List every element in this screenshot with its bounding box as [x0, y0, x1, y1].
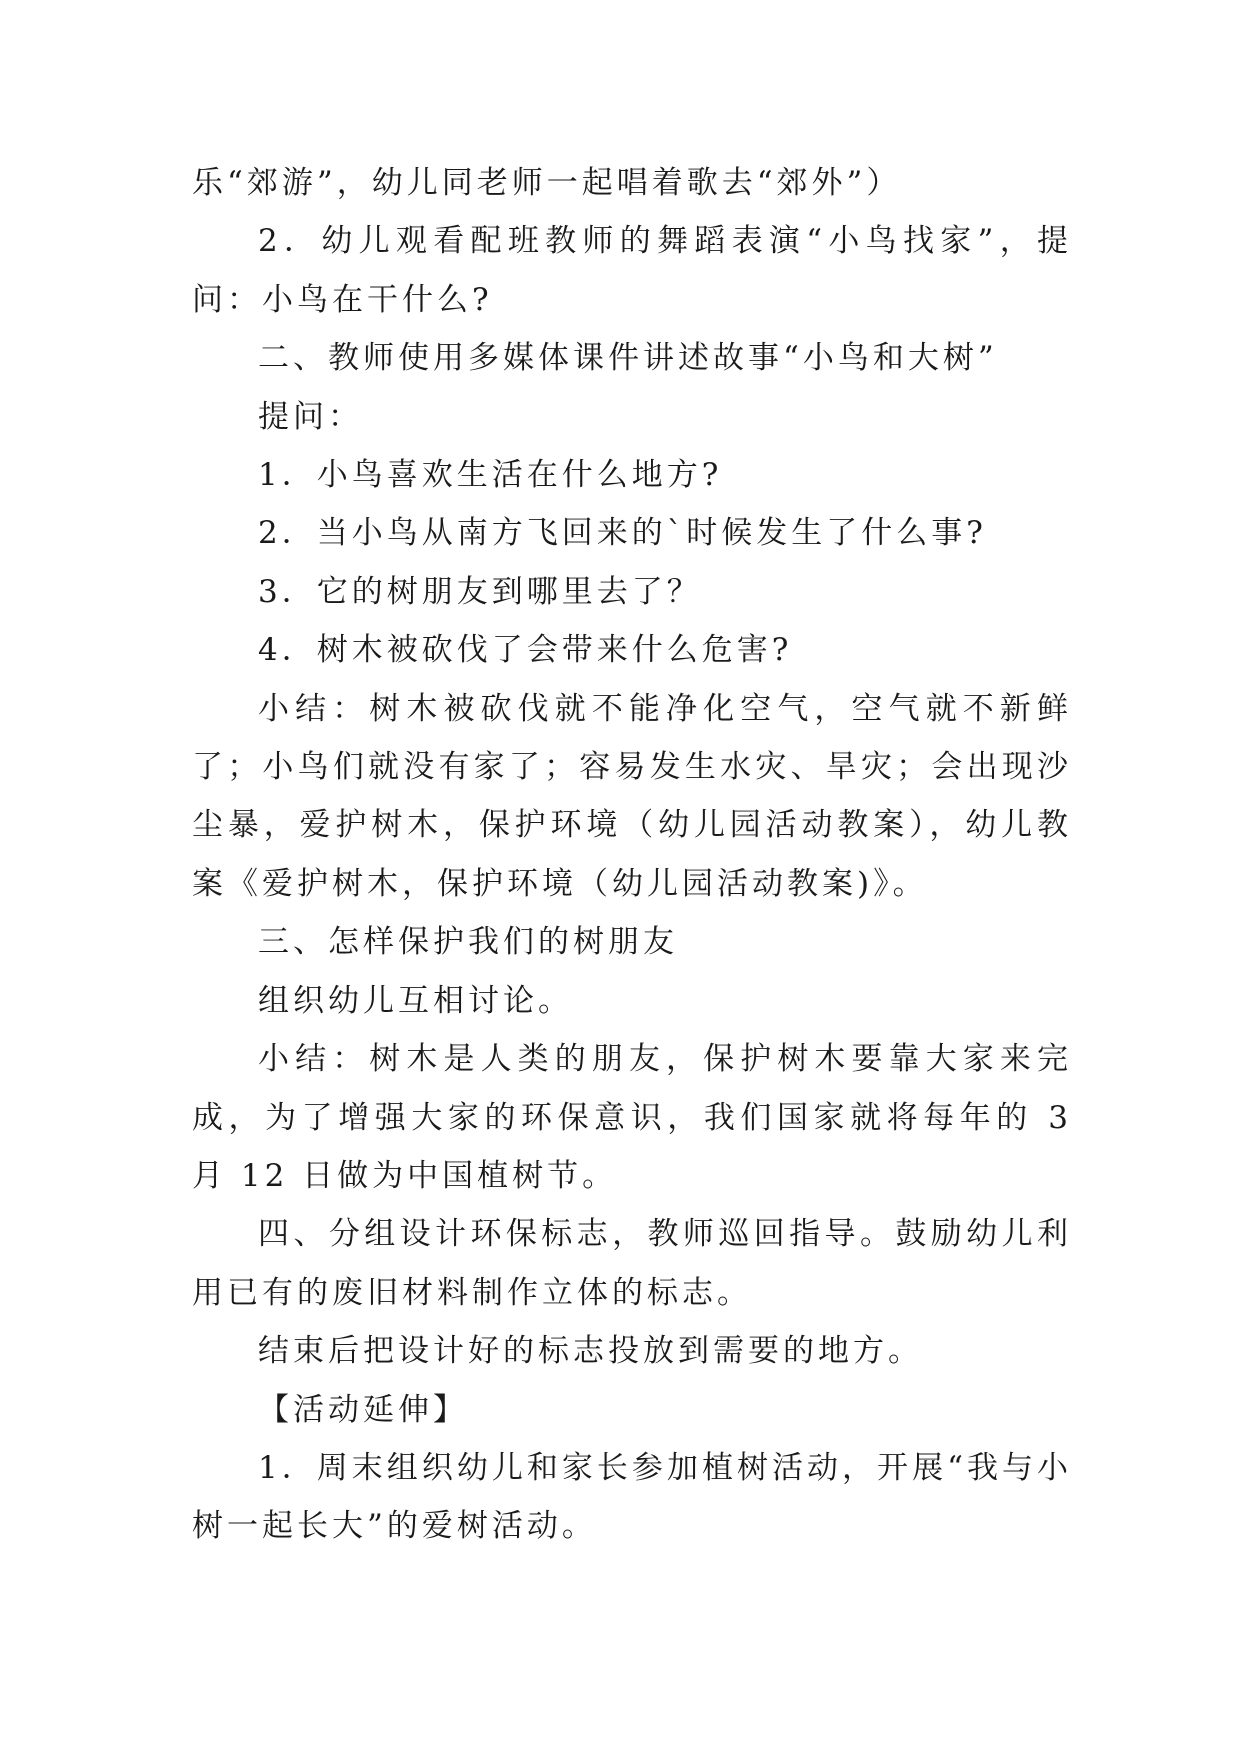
paragraph-summary-2: 小结：树木是人类的朋友，保护树木要靠大家来完成，为了增强大家的环保意识，我们国家就将每年的 3 月 12 日做为中国植树节。	[192, 1041, 1072, 1194]
paragraph-questions-label: 提问：	[258, 398, 363, 435]
paragraph-continuation: 乐“郊游”，幼儿同老师一起唱着歌去“郊外”）	[192, 165, 902, 201]
paragraph-extension-heading: 【活动延伸】	[258, 1391, 468, 1428]
paragraph-discussion: 组织幼儿互相讨论。	[258, 982, 573, 1019]
paragraph-placement: 结束后把设计好的标志投放到需要的地方。	[258, 1333, 923, 1370]
document-body	[192, 154, 1072, 1556]
paragraph-summary-1: 小结：树木被砍伐就不能净化空气，空气就不新鲜了；小鸟们就没有家了；容易发生水灾、旱灾；会出现沙尘暴，爱护树木，保护环境（幼儿园活动教案），幼儿教案《爱护树木，保护环境（幼儿园活动教案)》。	[192, 690, 1072, 902]
paragraph-question-4: 4．树木被砍伐了会带来什么危害?	[258, 632, 793, 669]
paragraph-extension-item-1: 1．周末组织幼儿和家长参加植树活动，开展“我与小树一起长大”的爱树活动。	[192, 1449, 1072, 1545]
paragraph-question-1: 1．小鸟喜欢生活在什么地方?	[258, 457, 723, 494]
paragraph-question-3: 3．它的树朋友到哪里去了？	[258, 573, 702, 610]
paragraph-question-2: 2．当小鸟从南方飞回来的`时候发生了什么事?	[258, 515, 987, 552]
paragraph-section-3-heading: 三、怎样保护我们的树朋友	[258, 924, 678, 961]
paragraph-section-2-heading: 二、教师使用多媒体课件讲述故事“小鸟和大树”	[258, 340, 998, 377]
paragraph-item-2-dance: 2．幼儿观看配班教师的舞蹈表演“小鸟找家”，提问：小鸟在干什么?	[192, 223, 1072, 318]
paragraph-section-4-heading: 四、分组设计环保标志，教师巡回指导。鼓励幼儿利用已有的废旧材料制作立体的标志。	[192, 1216, 1072, 1311]
